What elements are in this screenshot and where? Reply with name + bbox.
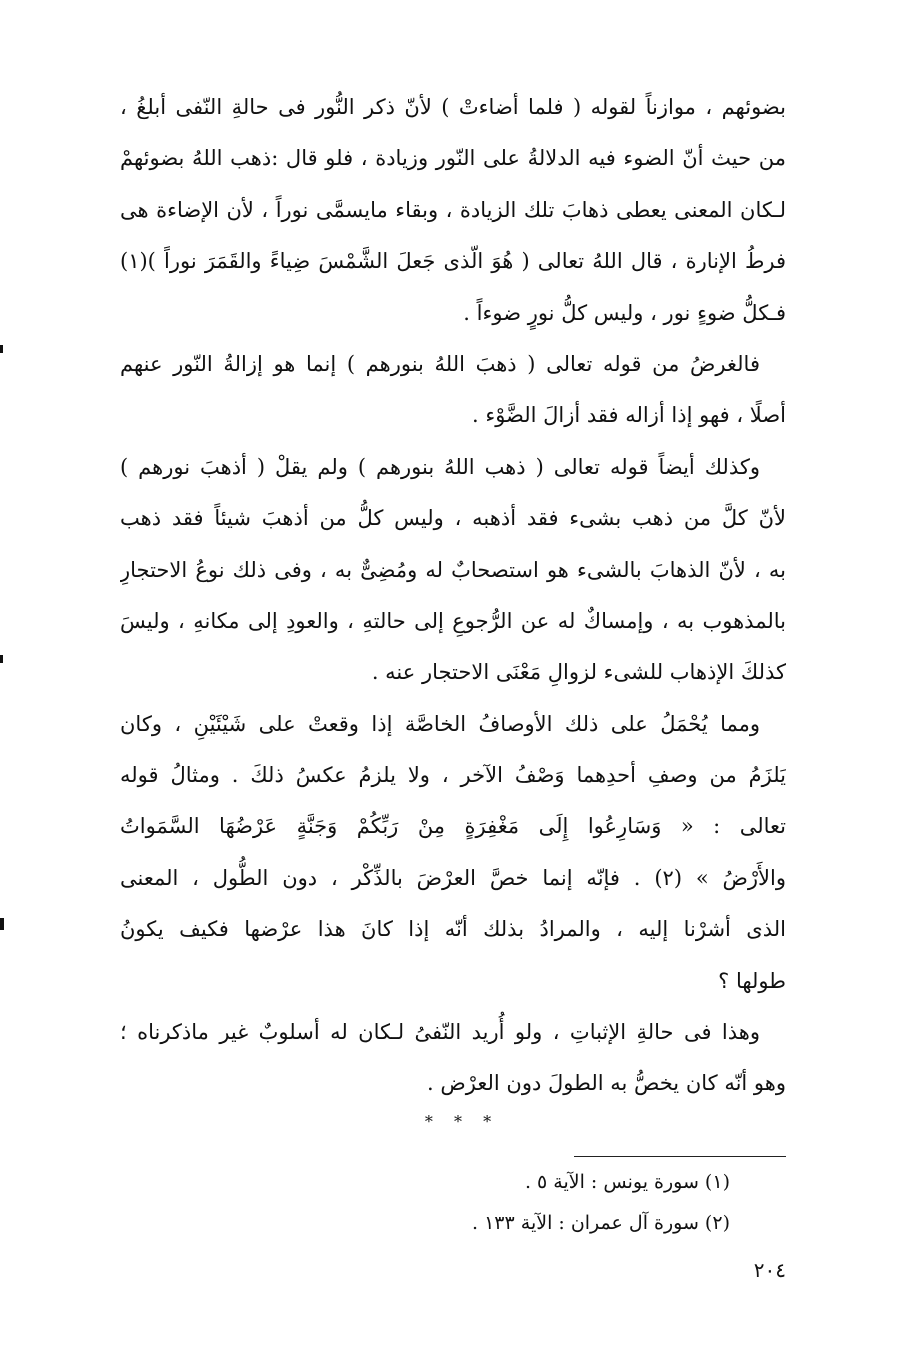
text-line: كذلكَ الإذهاب للشىء لزوالِ مَعْنَى الاحتجار عنه .: [371, 660, 786, 685]
scan-edge-mark: [0, 918, 4, 930]
text-line: لـكان المعنى يعطى ذهابَ تلك الزيادة ، وبقاء مايسمَّى نوراً ، لأن الإضاءة هى: [120, 197, 786, 222]
main-text: [120, 82, 786, 1110]
footnote: (٢) سورة آل عمران : الآية ١٣٣ .: [472, 1212, 730, 1234]
section-separator: * * *: [424, 1112, 500, 1131]
footnote: (١) سورة يونس : الآية ٥ .: [524, 1171, 730, 1193]
scan-edge-mark: [0, 345, 3, 353]
scan-edge-mark: [0, 655, 3, 663]
text-line: فـكلُّ ضوءٍ نور ، وليس كلُّ نورٍ ضوءاً .: [463, 300, 786, 325]
text-line: بضوئهم ، موازناً لقوله ( فلما أضاءتْ ) لأنّ ذكر النُّور فى حالةِ النّفى أبلغُ ،: [120, 95, 786, 119]
page-number: ٢٠٤: [753, 1258, 786, 1282]
text-line: تعالى : « وَسَارِعُوا إِلَى مَغْفِرَةٍ مِنْ رَبِّكُمْ وَجَنَّةٍ عَرْضُهَا السَّمَواتُ: [120, 814, 786, 839]
text-line: لأنّ كلَّ من ذهب بشىء فقد أذهبه ، وليس كلُّ من أذهبَ شيئاً فقد ذهب: [120, 506, 786, 531]
text-line: يَلزَمُ من وصفِ أحدِهما وَصْفُ الآخر ، ولا يلزمُ عكسُ ذلكَ . ومثالُ قوله: [120, 763, 786, 788]
text-line: من حيث أنّ الضوء فيه الدلالةُ على النّور وزيادة ، فلو قال :ذهب اللهُ بضوئهمْ: [120, 146, 786, 171]
text-line: به ، لأنّ الذهابَ بالشىء هو استصحابٌ له ومُضِىٌّ به ، وفى ذلك نوعُ الاحتجارِ: [120, 557, 786, 582]
text-line: والأَرْضُ » (٢) . فإنّه إنما خصَّ العرْضَ بالذِّكْر ، دون الطُّول ، المعنى: [120, 865, 786, 890]
text-line: أصلًا ، فهو إذا أزاله فقد أزالَ الضَّوْء .: [471, 403, 786, 428]
text-line: طولها ؟: [718, 968, 786, 993]
text-line: الذى أشرْنا إليه ، والمرادُ بذلك أنّه إذا كانَ هذا عرْضها فكيف يكونُ: [120, 917, 786, 942]
text-line: بالمذهوب به ، وإمساكٌ له عن الرُّجوعِ إلى حالتهِ ، والعودِ إلى مكانهِ ، وليسَ: [120, 608, 786, 633]
text-line: وهو أنّه كان يخصُّ به الطولَ دون العرْض .: [427, 1071, 786, 1096]
text-line: وكذلك أيضاً قوله تعالى ( ذهب اللهُ بنورهم ) ولم يقلْ ( أذهبَ نورهم ): [120, 454, 760, 479]
text-line: فالغرضُ من قوله تعالى ( ذهبَ اللهُ بنورهم ) إنما هو إزالةُ النّور عنهم: [120, 351, 760, 376]
text-line: ومما يُحْمَلُ على ذلك الأوصافُ الخاصَّة إذا وقعتْ على شَيْئَيْنِ ، وكان: [120, 711, 760, 736]
footnote-rule: [574, 1156, 786, 1157]
text-line: فرطُ الإنارة ، قال اللهُ تعالى ( هُوَ الّذى جَعلَ الشَّمْسَ ضِياءً والقَمَرَ نوراً )(١): [120, 249, 786, 274]
footnotes: [300, 1162, 730, 1244]
text-line: وهذا فى حالةِ الإثباتِ ، ولو أُريد النّفىُ لـكان له أسلوبٌ غير ماذكرناه ؛: [120, 1020, 760, 1045]
